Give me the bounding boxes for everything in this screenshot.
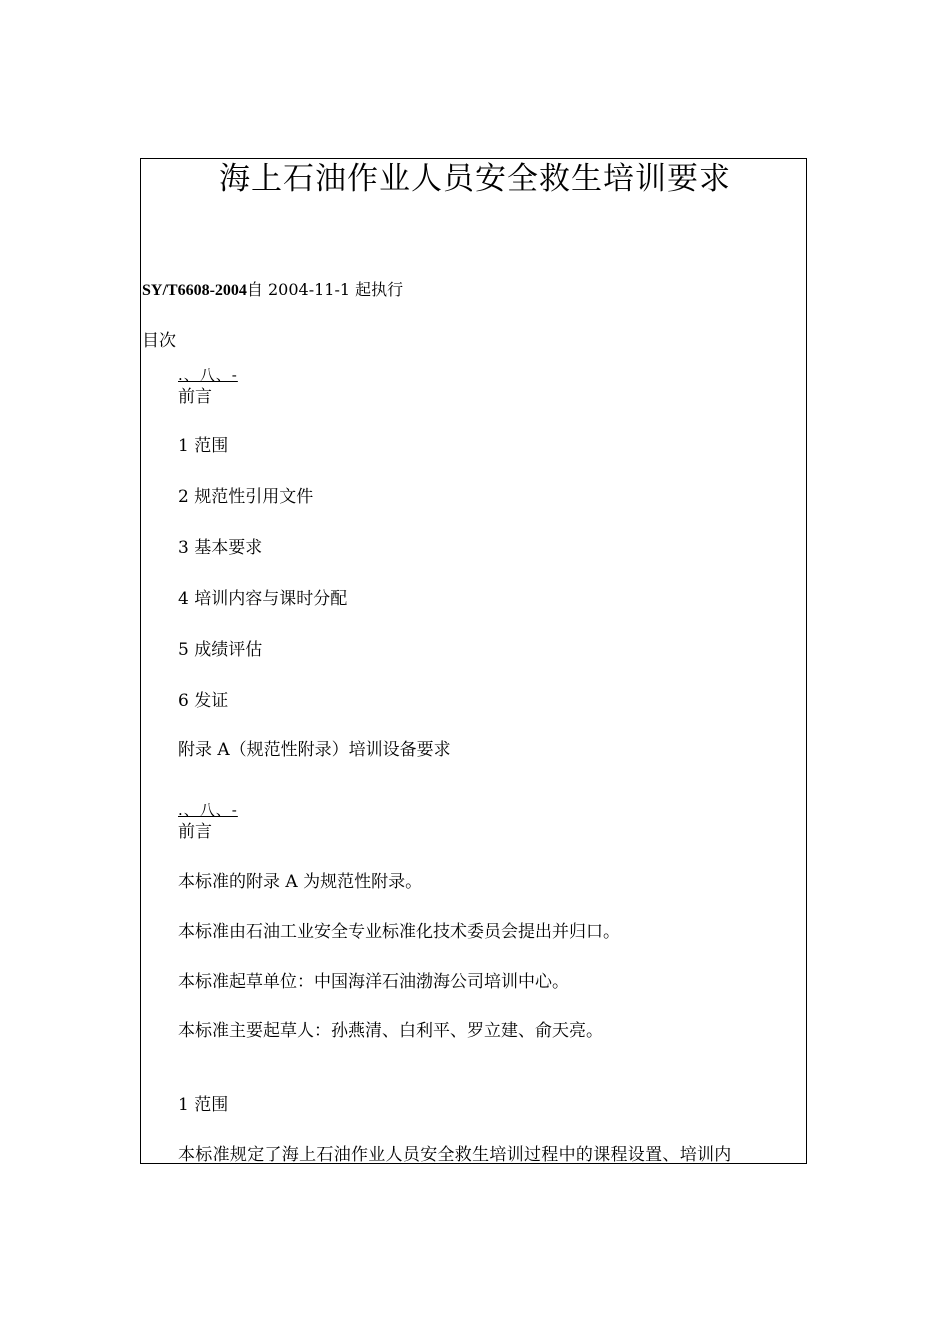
toc-item-references: 2 规范性引用文件	[178, 487, 314, 507]
scope-heading: 1 范围	[178, 1095, 229, 1115]
toc-item-scope: 1 范围	[178, 436, 229, 456]
page-frame	[140, 158, 807, 1164]
foreword-paragraph: 本标准由石油工业安全专业标准化技术委员会提出并归口。	[178, 922, 620, 942]
foreword-heading: 前言	[178, 822, 212, 842]
document-title: 海上石油作业人员安全救生培训要求	[219, 161, 731, 197]
toc-item-foreword: 前言	[178, 387, 212, 407]
toc-item-training-content: 4 培训内容与课时分配	[178, 589, 348, 609]
toc-item-appendix-a: 附录 A（规范性附录）培训设备要求	[178, 740, 451, 760]
effective-date-text: 自 2004-11-1 起执行	[246, 280, 404, 299]
toc-item-basic-requirements: 3 基本要求	[178, 538, 263, 558]
foreword-paragraph: 本标准的附录 A 为规范性附录。	[178, 872, 423, 892]
foreword-decoration: .、八、-	[178, 801, 238, 819]
toc-heading: 目次	[142, 331, 176, 351]
toc-item-certification: 6 发证	[178, 691, 229, 711]
scope-paragraph: 本标准规定了海上石油作业人员安全救生培训过程中的课程设置、培训内	[178, 1145, 732, 1165]
foreword-paragraph: 本标准主要起草人：孙燕清、白利平、罗立建、俞天亮。	[178, 1021, 603, 1041]
toc-decoration: .、八、-	[178, 366, 238, 384]
foreword-paragraph: 本标准起草单位：中国海洋石油渤海公司培训中心。	[178, 972, 569, 992]
standard-line	[142, 282, 403, 299]
standard-code: SY/T6608-2004	[142, 282, 247, 299]
toc-item-assessment: 5 成绩评估	[178, 640, 263, 660]
